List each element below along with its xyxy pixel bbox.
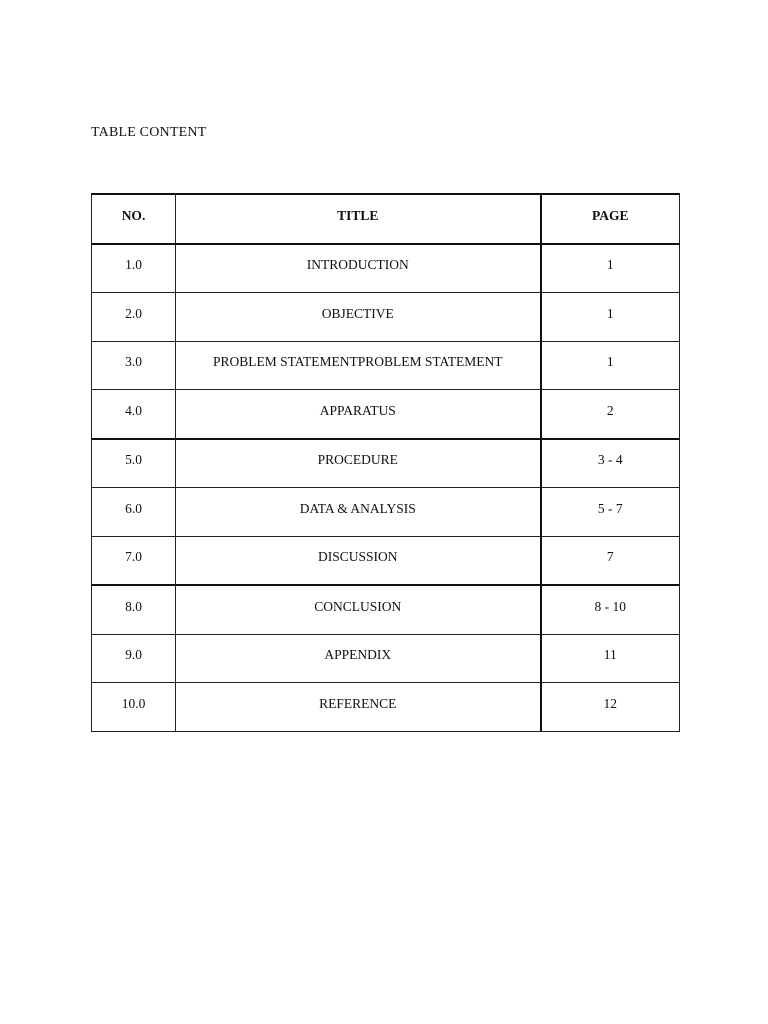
row-title: DATA & ANALYSIS bbox=[176, 488, 541, 537]
row-title: INTRODUCTION bbox=[176, 244, 541, 293]
header-page: PAGE bbox=[541, 194, 680, 244]
row-title: PROBLEM STATEMENTPROBLEM STATEMENT bbox=[176, 341, 541, 390]
table-row bbox=[92, 536, 680, 585]
row-no: 2.0 bbox=[92, 293, 176, 342]
row-no: 1.0 bbox=[92, 244, 176, 293]
header-title: TITLE bbox=[176, 194, 541, 244]
row-title: DISCUSSION bbox=[176, 536, 541, 585]
row-title: CONCLUSION bbox=[176, 585, 541, 634]
row-title: APPENDIX bbox=[176, 634, 541, 683]
row-no: 5.0 bbox=[92, 439, 176, 488]
row-page: 11 bbox=[541, 634, 680, 683]
row-page: 2 bbox=[541, 390, 680, 439]
row-page: 3 - 4 bbox=[541, 439, 680, 488]
row-page: 7 bbox=[541, 536, 680, 585]
row-no: 10.0 bbox=[92, 683, 176, 732]
row-no: 6.0 bbox=[92, 488, 176, 537]
table-row bbox=[92, 439, 680, 488]
row-page: 1 bbox=[541, 293, 680, 342]
table-row bbox=[92, 683, 680, 732]
row-title: APPARATUS bbox=[176, 390, 541, 439]
row-no: 8.0 bbox=[92, 585, 176, 634]
row-no: 3.0 bbox=[92, 341, 176, 390]
table-row bbox=[92, 390, 680, 439]
row-page: 1 bbox=[541, 244, 680, 293]
row-title: PROCEDURE bbox=[176, 439, 541, 488]
table-row bbox=[92, 293, 680, 342]
document-heading: TABLE CONTENT bbox=[91, 125, 207, 140]
row-page: 8 - 10 bbox=[541, 585, 680, 634]
row-title: OBJECTIVE bbox=[176, 293, 541, 342]
row-no: 7.0 bbox=[92, 536, 176, 585]
table-row bbox=[92, 634, 680, 683]
row-title: REFERENCE bbox=[176, 683, 541, 732]
row-no: 4.0 bbox=[92, 390, 176, 439]
row-page: 5 - 7 bbox=[541, 488, 680, 537]
table-row bbox=[92, 244, 680, 293]
table-header-row bbox=[92, 194, 680, 244]
table-row bbox=[92, 341, 680, 390]
row-page: 12 bbox=[541, 683, 680, 732]
table-of-contents bbox=[91, 193, 680, 732]
row-no: 9.0 bbox=[92, 634, 176, 683]
table-row bbox=[92, 488, 680, 537]
row-page: 1 bbox=[541, 341, 680, 390]
header-no: NO. bbox=[92, 194, 176, 244]
table-row bbox=[92, 585, 680, 634]
